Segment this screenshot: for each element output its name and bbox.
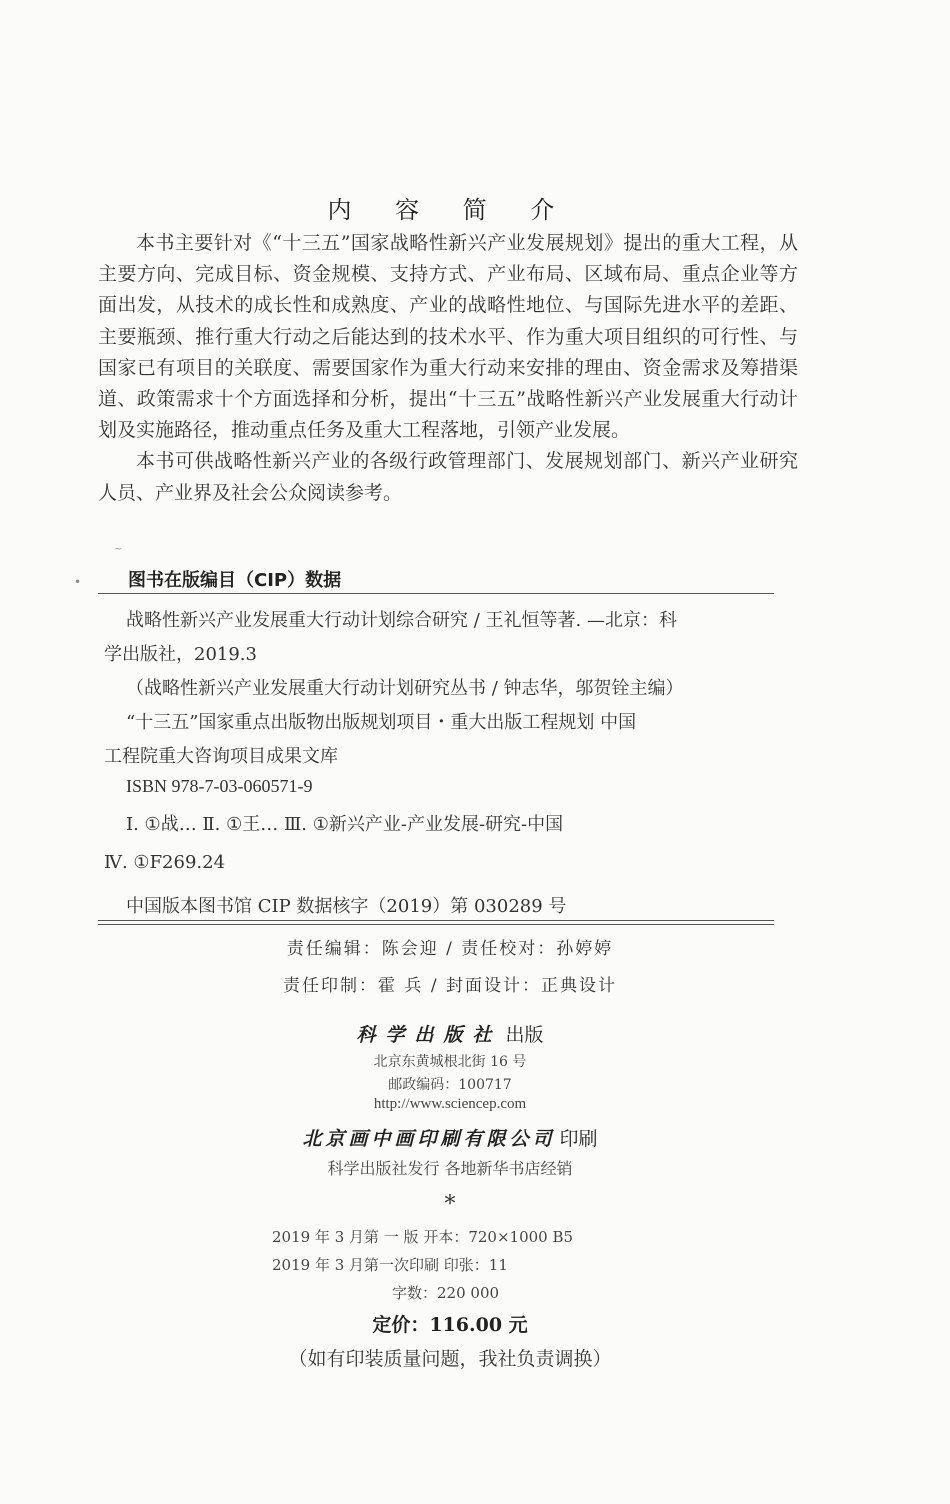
cip-line-project-cont: 工程院重大咨询项目成果文库 — [104, 746, 338, 767]
summary-title: 内 容 简 介 — [327, 196, 573, 224]
credits-editors: 责任编辑：陈会迎 / 责任校对：孙婷婷 — [286, 939, 614, 959]
publisher-address: 北京东黄城根北街 16 号 — [373, 1054, 527, 1070]
printer-suffix: 印刷 — [559, 1128, 598, 1150]
summary-text — [98, 228, 798, 509]
summary-paragraph-2: 本书可供战略性新兴产业的各级行政管理部门、发展规划部门、新兴产业研究人员、产业界及社会公众阅读参考。 — [98, 450, 798, 504]
publisher-postcode: 邮政编码：100717 — [388, 1077, 512, 1093]
scan-mark: ~ — [114, 544, 123, 555]
cip-line-title: 战略性新兴产业发展重大行动计划综合研究 / 王礼恒等著. —北京：科 — [126, 610, 677, 631]
summary-paragraph-1: 本书主要针对《“十三五”国家战略性新兴产业发展规划》提出的重大工程，从主要方向、完成目标、资金规模、支持方式、产业布局、区域布局、重点企业等方面出发，从技术的成长性和成熟度、产业的战略性地位、与国际先进水平的差距、主要瓶颈、推行重大行动之后能达到的技术水平、作为重大项目组织的可行性、与国家已有项目的关联度、需要国家作为重大行动来安排的理由、资金需求及筹措渠道、政策需求十个方面选择和分析，提出“十三五”战略性新兴产业发展重大行动计划及实施路径，推动重点任务及重大工程落地，引领产业发展。 — [98, 232, 798, 442]
cip-top-rule — [98, 593, 774, 594]
printer-logo-text: 北京画中画印刷有限公司 — [302, 1128, 556, 1150]
cip-line-classification: Ⅰ. ①战… Ⅱ. ①王… Ⅲ. ①新兴产业-产业发展-研究-中国 — [126, 814, 564, 835]
scan-dot: • — [74, 575, 82, 589]
cip-line-classification-cont: Ⅳ. ①F269.24 — [104, 852, 226, 873]
credits-production: 责任印制：霍 兵 / 封面设计：正典设计 — [283, 976, 617, 996]
distribution-line: 科学出版社发行 各地新华书店经销 — [327, 1159, 573, 1178]
cip-line-project: “十三五”国家重点出版物出版规划项目・重大出版工程规划 中国 — [126, 712, 637, 733]
printing-spec: 2019 年 3 月第一次印刷 印张：11 — [272, 1256, 508, 1274]
cip-line-isbn: ISBN 978-7-03-060571-9 — [126, 776, 313, 796]
publisher-suffix: 出版 — [505, 1024, 544, 1046]
publisher-url: http://www.sciencep.com — [373, 1096, 527, 1112]
cip-line-publisher: 学出版社，2019.3 — [104, 644, 257, 665]
publisher-line — [0, 1020, 900, 1047]
cip-heading: 图书在版编目（CIP）数据 — [128, 570, 342, 591]
separator-star: * — [444, 1192, 456, 1217]
cip-bottom-rule-2 — [98, 924, 774, 925]
price: 定价：116.00 元 — [372, 1314, 528, 1336]
publisher-logo-text: 科学出版社 — [356, 1024, 502, 1046]
cip-line-series: （战略性新兴产业发展重大行动计划研究丛书 / 钟志华，邬贺铨主编） — [126, 678, 684, 699]
cip-bottom-rule — [98, 920, 774, 921]
wordcount-spec: 字数：220 000 — [392, 1284, 500, 1302]
edition-spec: 2019 年 3 月第 一 版 开本：720×1000 B5 — [272, 1228, 574, 1246]
printer-line — [0, 1124, 900, 1151]
cip-line-record-number: 中国版本图书馆 CIP 数据核字（2019）第 030289 号 — [126, 896, 567, 917]
quality-notice: （如有印装质量问题，我社负责调换） — [288, 1348, 612, 1370]
